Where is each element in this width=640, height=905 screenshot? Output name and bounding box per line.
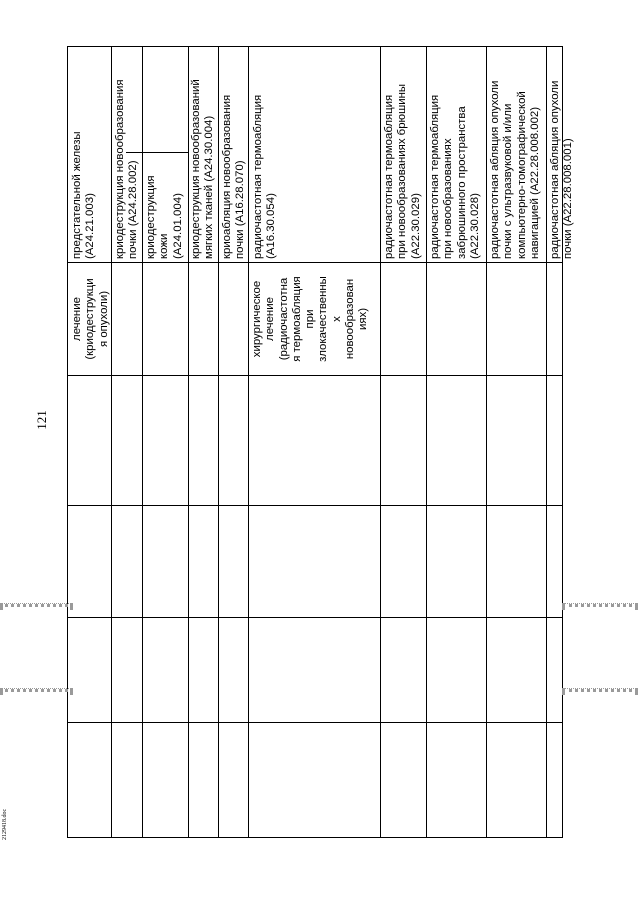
- method-cell: криодеструкция кожи (A24.01.004): [145, 175, 184, 259]
- treatment-type-cryodestruction: лечение (криодеструкци я опухоли): [71, 278, 110, 360]
- document-filename: 2129418.doc: [2, 808, 8, 840]
- method-cell: криодеструкция новообразований мягких тканей (A24.30.004): [190, 79, 216, 259]
- method-cell: радиочастотная термоабляция при новообразованиях забрюшинного пространства (A22.30.028): [429, 94, 481, 259]
- method-cell: радиочастотная абляция опухоли почки с ультразвуковой и/или компьютерно-томографической навигацией (A22.28.008.002): [489, 80, 541, 259]
- scan-mark: [562, 603, 638, 607]
- treatment-type-thermoablation: хирургическое лечение (радиочастотна я термоабляция при злокачественны х новообразован иях): [251, 276, 370, 362]
- method-cell: криодеструкция новообразования почки (A24.28.002): [114, 79, 140, 259]
- method-cell: радиочастотная термоабляция (A16.30.054): [252, 94, 278, 259]
- page-number: 121: [34, 410, 49, 430]
- method-cell: криоабляция новообразования почки (A16.28.070): [221, 94, 247, 259]
- scan-mark: [562, 688, 638, 692]
- method-cell: радиочастотная термоабляция при новообразованиях брюшины (A22.30.029): [383, 83, 422, 259]
- scan-mark: [0, 688, 73, 692]
- scan-mark: [0, 603, 73, 607]
- method-cell: предстательной железы (A24.21.003): [71, 131, 97, 259]
- method-cell: радиочастотная абляция опухоли почки (A22.28.008.001): [549, 80, 575, 259]
